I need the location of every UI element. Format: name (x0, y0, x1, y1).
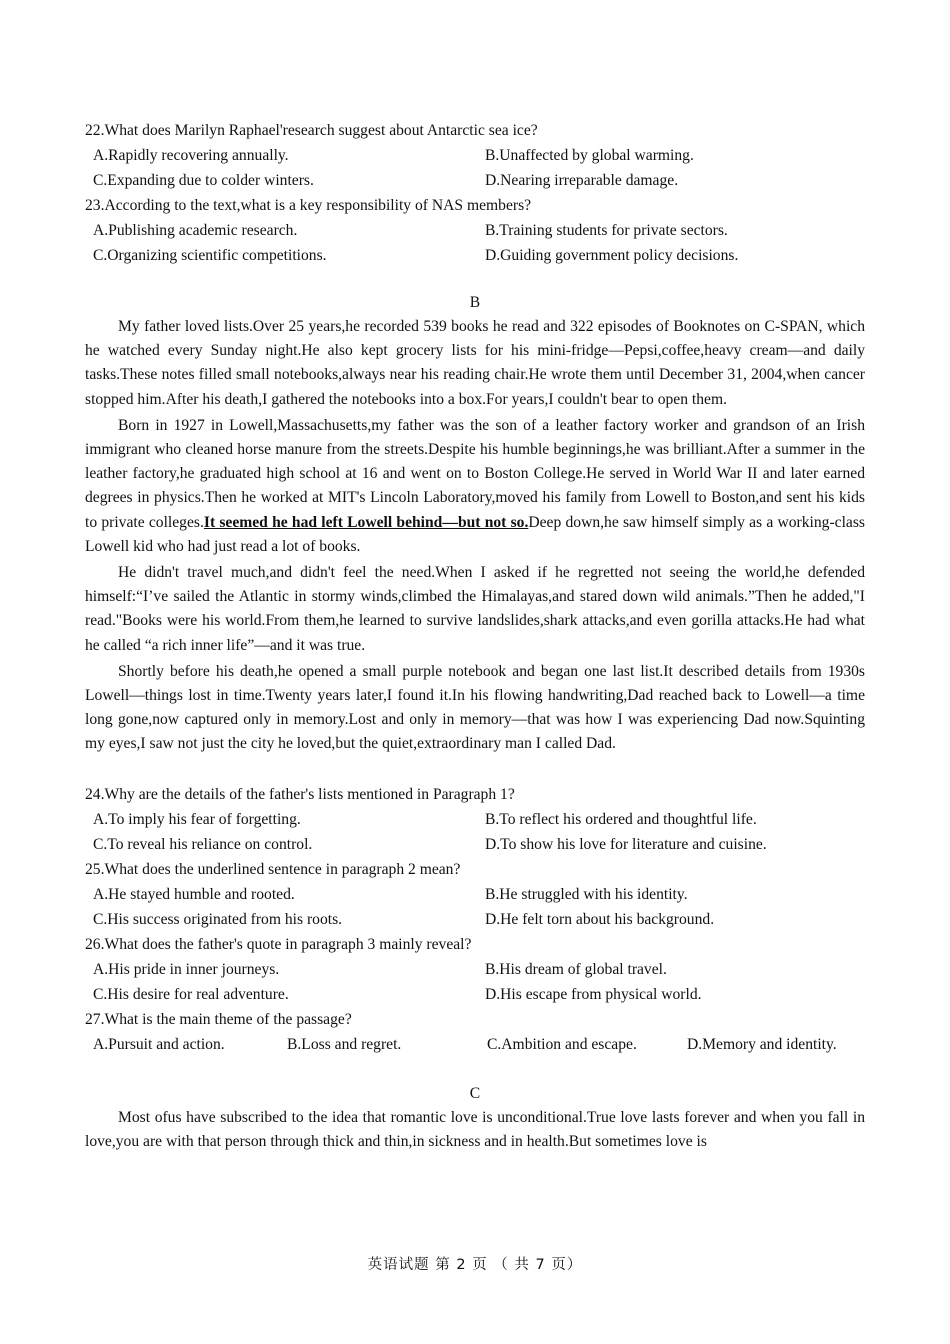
option-25-a: A.He stayed humble and rooted. (93, 885, 295, 903)
paragraph-2-text-before: Born in 1927 in Lowell,Massachusetts,my father was the son of a leather factory worker and grandson of an Irish immigrant who cleaned horse manure from the streets.Despite his humble beginnings,he was brilliant.After a summer in the leather factory,he graduated high school at 16 and went on to Boston College.He served in World War II and later earned degrees in physics.Then he worked at MIT's Lincoln Laboratory,moved his family from Lowell to Boston,and sent his kids to private colleges. (85, 416, 865, 531)
page-footer: 英语试题 第 2 页 （ 共 7 页） (367, 1257, 583, 1273)
option-23-a: A.Publishing academic research. (93, 222, 298, 239)
question-22-stem: 22.What does Marilyn Raphael'research suggest about Antarctic sea ice? (85, 122, 538, 139)
section-c-paragraph-1: Most ofus have subscribed to the idea that romantic love is unconditional.True love lasts forever and when you fall in love,you are with that person through thick and thin,in sickness and in health.But sometimes love is (85, 1108, 865, 1150)
question-27-options-row (85, 1032, 865, 1057)
question-26-options-row-2 (85, 982, 865, 1007)
option-23-c: C.Organizing scientific competitions. (93, 247, 327, 264)
option-25-b: B.He struggled with his identity. (485, 885, 688, 903)
question-24-options-row-2 (85, 832, 865, 857)
section-b-paragraph-2 (85, 414, 865, 559)
question-24-stem: 24.Why are the details of the father's lists mentioned in Paragraph 1? (85, 785, 515, 803)
question-26-options-row-1 (85, 957, 865, 982)
option-24-b: B.To reflect his ordered and thoughtful life. (485, 810, 757, 828)
question-25-stem: 25.What does the underlined sentence in paragraph 2 mean? (85, 860, 461, 878)
paragraph-2-text-after: Deep down,he saw himself simply as a working-class Lowell kid who had just read a lot of books. (85, 513, 865, 555)
exam-page (85, 118, 865, 1154)
section-b-paragraph-1: My father loved lists.Over 25 years,he recorded 539 books he read and 322 episodes of Booknotes on C-SPAN, which he watched every Sunday night.He also kept grocery lists for his mini-fridge—Pepsi,coffee,heavy cream—and daily tasks.These notes filled small notebooks,always near his reading chair.He wrote them until December 31, 2004,when cancer stopped him.After his death,I gathered the notebooks into a box.For years,I couldn't bear to open them. (85, 318, 865, 408)
option-22-d: D.Nearing irreparable damage. (485, 172, 679, 189)
option-23-b: B.Training students for private sectors. (485, 222, 728, 239)
question-25-options-row-2 (85, 907, 865, 932)
section-b-paragraph-3: He didn't travel much,and didn't feel the need.When I asked if he regretted not seeing the world,he defended himself:“I’ve sailed the Atlantic in stormy winds,climbed the Himalayas,and stared down wild animals.”Then he added,"I read."Books were his world.From them,he learned to survive landslides,shark attacks,and even gorilla attacks.He had what he called “a rich inner life”—and it was true. (85, 564, 865, 654)
option-22-c: C.Expanding due to colder winters. (93, 172, 314, 189)
option-25-c: C.His success originated from his roots. (93, 910, 343, 928)
option-23-d: D.Guiding government policy decisions. (485, 247, 739, 264)
question-22-options-row-1 (85, 143, 865, 168)
option-22-b: B.Unaffected by global warming. (485, 147, 694, 164)
question-27-stem: 27.What is the main theme of the passage? (85, 1010, 352, 1028)
option-27-b: B.Loss and regret. (287, 1035, 402, 1053)
question-25-options-row-1 (85, 882, 865, 907)
question-26-stem: 26.What does the father's quote in paragraph 3 mainly reveal? (85, 935, 472, 953)
option-24-c: C.To reveal his reliance on control. (93, 835, 313, 853)
option-27-d: D.Memory and identity. (687, 1035, 837, 1053)
question-23-options-row-1 (85, 218, 865, 243)
section-c-title: C (469, 1084, 481, 1102)
option-26-b: B.His dream of global travel. (485, 960, 667, 978)
question-23-stem: 23.According to the text,what is a key responsibility of NAS members? (85, 197, 532, 214)
option-24-d: D.To show his love for literature and cuisine. (485, 835, 767, 853)
underlined-sentence: It seemed he had left Lowell behind—but not so. (203, 513, 529, 531)
option-27-a: A.Pursuit and action. (93, 1035, 225, 1053)
option-27-c: C.Ambition and escape. (487, 1035, 637, 1053)
question-22-options-row-2 (85, 168, 865, 193)
question-23-options-row-2 (85, 243, 865, 268)
question-24-options-row-1 (85, 807, 865, 832)
option-24-a: A.To imply his fear of forgetting. (93, 810, 301, 828)
option-25-d: D.He felt torn about his background. (485, 910, 715, 928)
section-b-paragraph-4: Shortly before his death,he opened a small purple notebook and began one last list.It described details from 1930s Lowell—things lost in time.Twenty years later,I found it.In his flowing handwriting,Dad reached back to Lowell—a time long gone,now captured only in memory.Lost and only in memory—that was how I was experiencing Dad now.Squinting my eyes,I saw not just the city he loved,but the quiet,extraordinary man I called Dad. (85, 662, 865, 753)
option-26-a: A.His pride in inner journeys. (93, 960, 280, 978)
section-b-title: B (469, 294, 481, 311)
option-22-a: A.Rapidly recovering annually. (93, 147, 289, 164)
option-26-d: D.His escape from physical world. (485, 985, 702, 1003)
option-26-c: C.His desire for real adventure. (93, 985, 289, 1003)
